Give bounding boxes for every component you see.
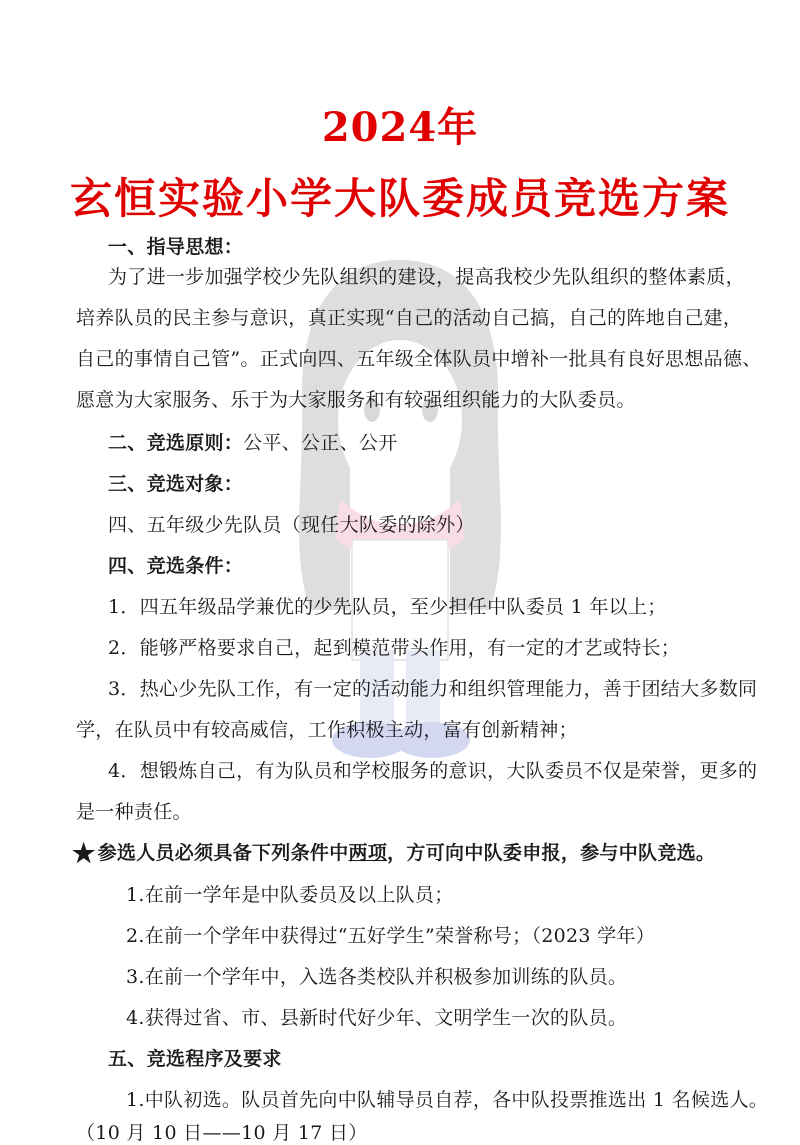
section-heading-principle: 二、竞选原则： (108, 432, 244, 454)
condition-item: 4．想锻炼自己，有为队员和学校服务的意识，大队委员不仅是荣誉，更多的 (108, 760, 758, 782)
star-icon: ★ (72, 839, 96, 869)
requirement-notice (72, 838, 715, 869)
procedure-item: （10 月 10 日——10 月 17 日） (76, 1122, 368, 1144)
condition-item: 是一种责任。 (76, 801, 192, 823)
requirement-prefix: 参选人员必须具备下列条件中 (97, 842, 349, 864)
section-heading-conditions: 四、竞选条件： (108, 555, 244, 577)
requirement-item: 3.在前一个学年中，入选各类校队并积极参加训练的队员。 (126, 966, 628, 988)
section-heading-target: 三、竞选对象： (108, 473, 244, 495)
requirement-suffix: ，方可向中队委申报，参与中队竞选。 (387, 842, 716, 864)
principle-text: 公平、公正、公开 (243, 432, 398, 454)
paragraph-line: 培养队员的民主参与意识，真正实现“自己的活动自己搞，自己的阵地自己建， (76, 307, 743, 329)
paragraph-line: 为了进一步加强学校少先队组织的建设，提高我校少先队组织的整体素质， (108, 266, 745, 288)
condition-item: 2．能够严格要求自己，起到模范带头作用，有一定的才艺或特长； (108, 637, 681, 659)
paragraph-line: 自己的事情自己管”。正式向四、五年级全体队员中增补一批具有良好思想品德、 (76, 348, 762, 370)
section-principle (108, 428, 398, 455)
condition-item: 1．四五年级品学兼优的少先队员，至少担任中队委员 1 年以上； (108, 596, 667, 618)
paragraph-line: 愿意为大家服务、乐于为大家服务和有较强组织能力的大队委员。 (76, 389, 636, 411)
condition-item: 学，在队员中有较高威信，工作积极主动，富有创新精神； (76, 719, 578, 741)
page-title: 玄恒实验小学大队委成员竞选方案 (69, 174, 730, 223)
procedure-item: 1.中队初选。队员首先向中队辅导员自荐，各中队投票推选出 1 名候选人。 (126, 1089, 769, 1111)
section-heading-guiding: 一、指导思想： (108, 236, 244, 258)
section-heading-procedure: 五、竞选程序及要求 (108, 1048, 282, 1070)
condition-item: 3．热心少先队工作，有一定的活动能力和组织管理能力，善于团结大多数同 (108, 678, 758, 700)
title-year: 2024年 (321, 104, 479, 151)
target-text: 四、五年级少先队员（现任大队委的除外） (108, 514, 475, 536)
requirement-item: 2.在前一个学年中获得过“五好学生”荣誉称号；（2023 学年） (126, 925, 656, 947)
requirement-item: 1.在前一学年是中队委员及以上队员； (126, 884, 454, 906)
requirement-underlined: 两项 (348, 842, 388, 864)
requirement-item: 4.获得过省、市、县新时代好少年、文明学生一次的队员。 (126, 1007, 628, 1029)
